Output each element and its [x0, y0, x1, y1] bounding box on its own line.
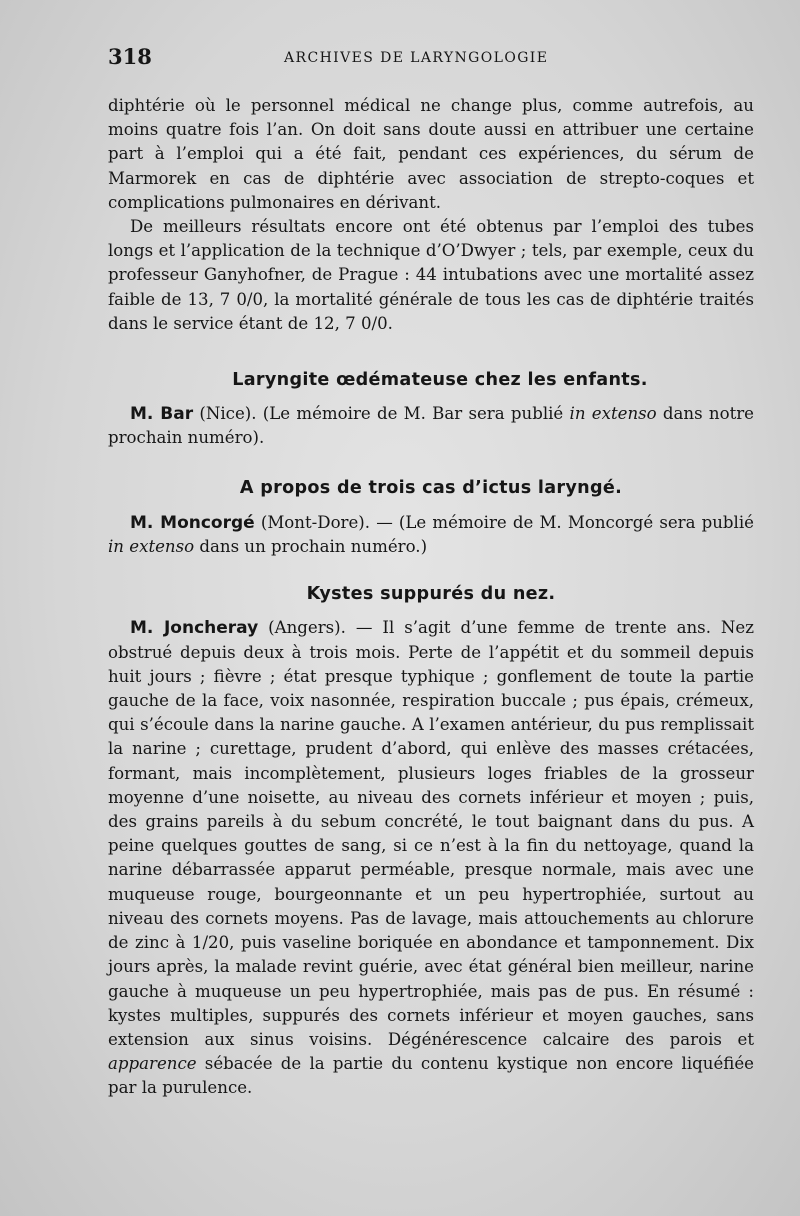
italic-text: in extenso — [569, 404, 657, 424]
text-segment: (Angers). — Il s’agit d’une femme de trente ans. Nez obstrué depuis deux à trois mois. Perte de l’appétit et du sommeil depuis huit jours ; fièvre ; état presque typhique ; gonflement de toute la partie gauche de la face, voix nasonnée, respiration buccale ; pus épais, crémeux, qui s’écoule dans la narine gauche. A l’examen antérieur, du pus remplissait la narine ; curettage, prudent d’abord, qui enlève des masses crétacées, formant, mais incomplètement, plusieurs loges friables de la grosseur moyenne d’une noisette, au niveau des cornets inférieur et moyen ; puis, des grains pareils à du sebum concrété, le tout baignant dans du pus. A peine quelques gouttes de sang, si ce n’est à la fin du nettoyage, quand la narine débarrassée apparut perméable, presque normale, mais avec une muqueuse rouge, bourgeonnante et un peu hypertrophiée, surtout au niveau des cornets moyens. Pas de lavage, mais attouchements au chlorure de zinc à 1/20, puis vaseline boriquée en abondance et tamponnement. Dix jours après, la malade revint guérie, avec état général bien meilleur, narine gauche à muqueuse un peu hypertrophiée, mais pas de pus. En résumé : kystes multiples, suppurés des cornets inférieur et moyen gauches, sans extension aux sinus voisins. Dégénérescence calcaire des parois et — [108, 618, 754, 1049]
text-segment: sébacée de la partie du contenu kystique non encore liquéfiée par la purulence. — [108, 1054, 754, 1098]
text-segment: (Mont-Dore). — (Le mémoire de M. Moncorgé sera publié — [254, 512, 754, 532]
text-segment: dans notre prochain numéro). — [108, 404, 754, 448]
page-number: 318 — [108, 44, 152, 69]
speaker-name: M. Joncheray — [130, 618, 259, 639]
paragraph-continuation: diphtérie où le personnel médical ne change plus, comme autrefois, au moins quatre fois l’an. On doit sans doute aussi en attribuer une certaine part à l’emploi qui a été fait, pendant ces expériences, du sérum de Marmorek en cas de diphtérie avec association de strepto-coques et complications pulmonaires en dérivant. — [108, 96, 754, 212]
page-body — [108, 94, 754, 1101]
italic-text: in extenso — [108, 537, 195, 557]
text-segment: dans un prochain numéro.) — [194, 537, 428, 557]
section-heading-ictus: A propos de trois cas d’ictus laryngé. — [239, 477, 623, 498]
section-heading-laryngite: Laryngite œdémateuse chez les enfants. — [232, 370, 648, 391]
speaker-name: M. Bar — [130, 404, 194, 425]
paragraph-results: De meilleurs résultats encore ont été obtenus par l’emploi des tubes longs et l’application de la technique d’O’Dwyer ; tels, par exemple, ceux du professeur Ganyhofner, de Prague : 44 intubations avec une mortalité assez faible de 13, 7 0/0, la mortalité générale de tous les cas de diphtérie traités dans le service étant de 12, 7 0/0. — [108, 217, 754, 333]
section-heading-kystes: Kystes suppurés du nez. — [306, 584, 556, 605]
page-header — [108, 44, 754, 74]
running-title: ARCHIVES DE LARYNGOLOGIE — [284, 50, 549, 66]
section-ictus-text — [108, 511, 754, 559]
speaker-name: M. Moncorgé — [130, 512, 255, 533]
section-kystes-text — [108, 616, 754, 1100]
text-segment: (Nice). (Le mémoire de M. Bar sera publié — [193, 404, 570, 424]
section-laryngite-text — [108, 402, 754, 450]
italic-text: apparence — [108, 1054, 197, 1074]
